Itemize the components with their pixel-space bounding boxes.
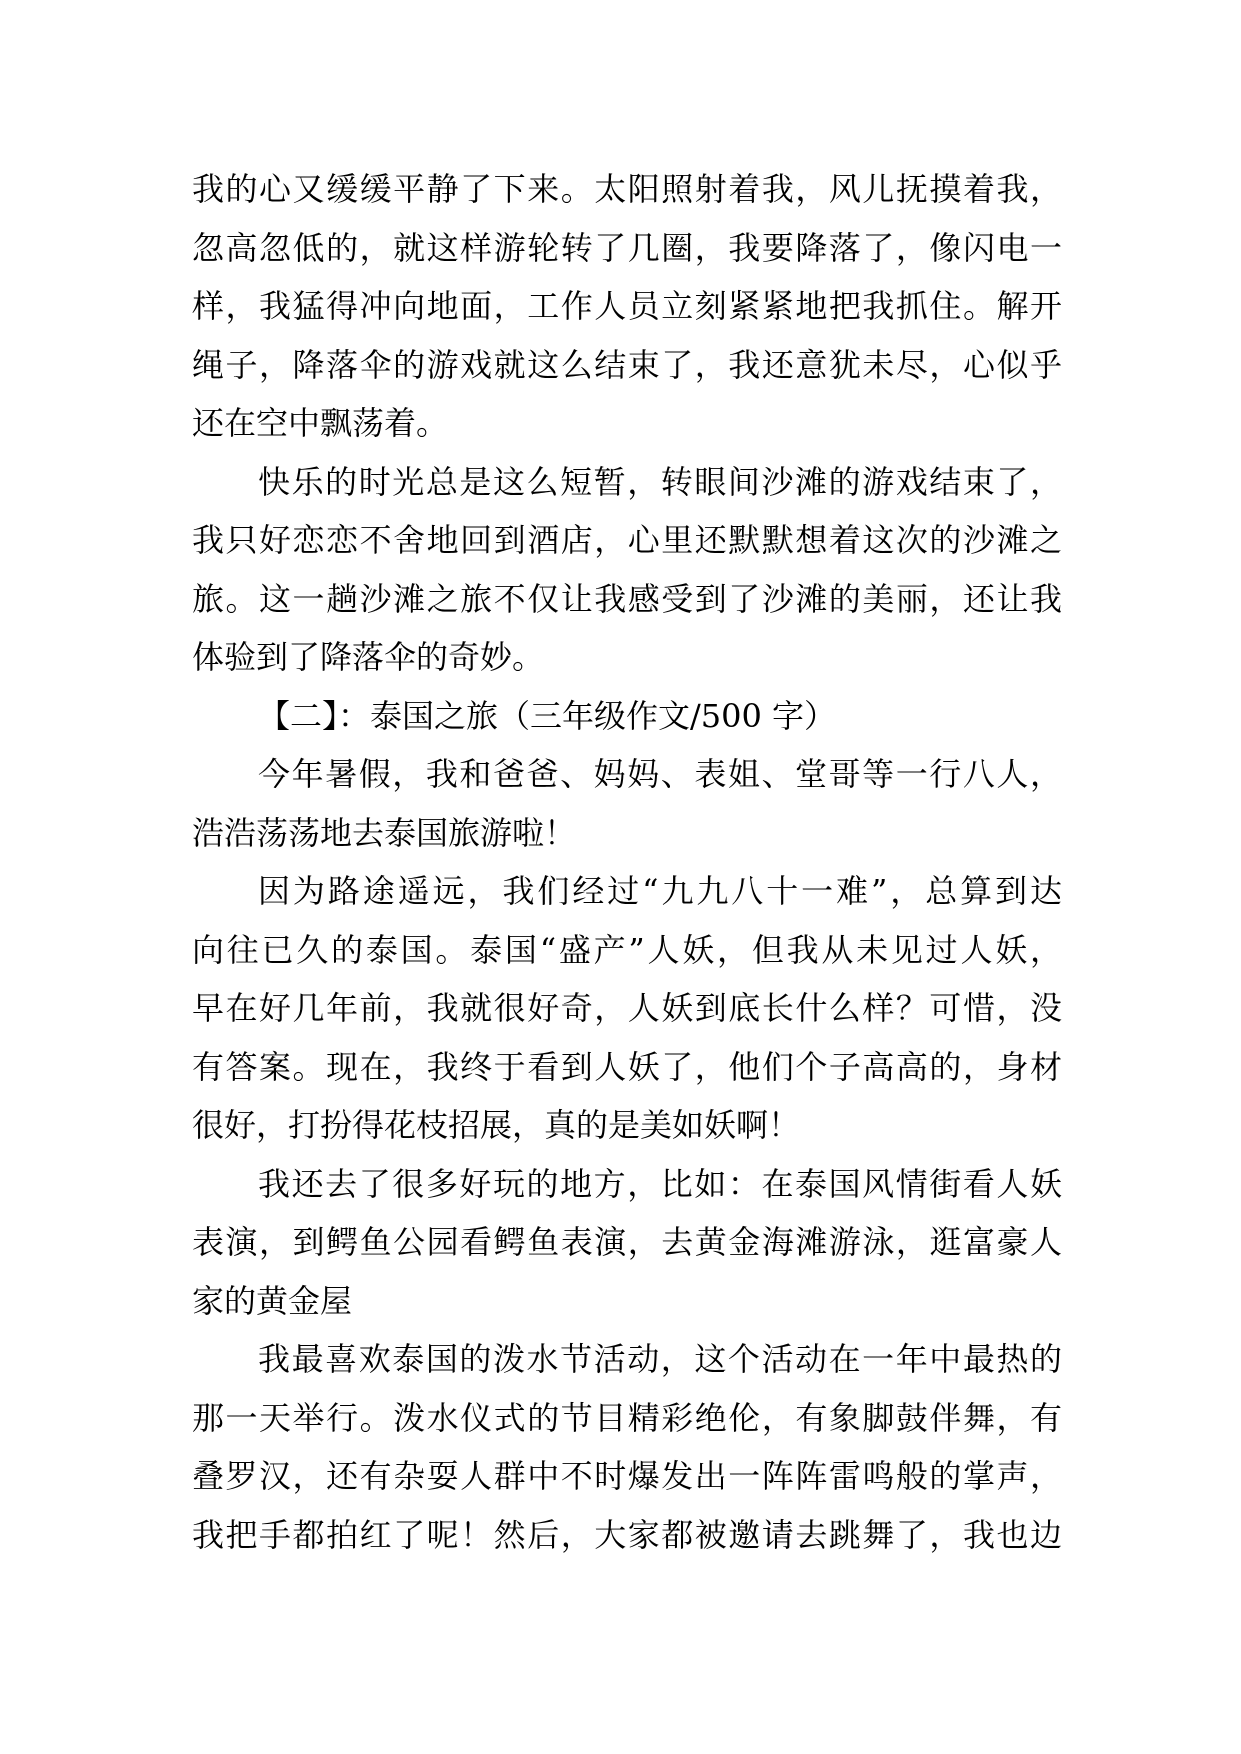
text-line: 绳子，降落伞的游戏就这么结束了，我还意犹未尽，心似乎 [192, 345, 1062, 384]
section-heading [192, 687, 1062, 746]
text-line: 忽高忽低的，就这样游轮转了几圈，我要降落了，像闪电一 [192, 228, 1062, 267]
text-line: 我最喜欢泰国的泼水节活动，这个活动在一年中最热的 [258, 1340, 1062, 1378]
paragraph-water-festival [192, 1330, 1062, 1564]
text-line: 样，我猛得冲向地面，工作人员立刻紧紧地把我抓住。解开 [192, 287, 1062, 325]
text-line: 很好，打扮得花枝招展，真的是美如妖啊！ [192, 1106, 801, 1144]
text-line: 那一天举行。泼水仪式的节目精彩绝伦，有象脚鼓伴舞，有 [192, 1398, 1062, 1437]
text-line: 旅。这一趟沙滩之旅不仅让我感受到了沙滩的美丽，还让我 [192, 579, 1062, 618]
text-line: 我只好恋恋不舍地回到酒店，心里还默默想着这次的沙滩之 [192, 521, 1062, 559]
text-line: 浩浩荡荡地去泰国旅游啦！ [192, 813, 577, 852]
paragraph-beach-conclusion [192, 453, 1062, 687]
text-line: 有答案。现在，我终于看到人妖了，他们个子高高的，身材 [192, 1047, 1062, 1086]
text-line: 还在空中飘荡着。 [192, 404, 449, 442]
paragraph-places [192, 1155, 1062, 1331]
heading-line: 【二】：泰国之旅（三年级作文/500 字） [258, 696, 837, 735]
text-line: 叠罗汉，还有杂耍人群中不时爆发出一阵阵雷鸣般的掌声， [192, 1457, 1062, 1495]
text-line: 家的黄金屋 [192, 1281, 353, 1320]
text-line: 快乐的时光总是这么短暂，转眼间沙滩的游戏结束了， [258, 462, 1062, 501]
document-page [192, 160, 1062, 1564]
paragraph-parachute-end [192, 160, 1062, 453]
text-line: 因为路途遥远，我们经过“九九八十一难”，总算到达 [258, 872, 1062, 910]
text-line: 早在好几年前，我就很好奇，人妖到底长什么样？可惜，没 [192, 989, 1062, 1027]
text-line: 我把手都拍红了呢！然后，大家都被邀请去跳舞了，我也边 [192, 1515, 1062, 1554]
paragraph-arrival [192, 862, 1062, 1155]
text-line: 今年暑假，我和爸爸、妈妈、表姐、堂哥等一行八人， [258, 755, 1062, 793]
text-line: 体验到了降落伞的奇妙。 [192, 638, 545, 676]
paragraph-thailand-intro [192, 745, 1062, 862]
text-line: 向往已久的泰国。泰国“盛产”人妖，但我从未见过人妖， [192, 930, 1062, 969]
text-line: 表演，到鳄鱼公园看鳄鱼表演，去黄金海滩游泳，逛富豪人 [192, 1223, 1062, 1261]
text-line: 我的心又缓缓平静了下来。太阳照射着我，风儿抚摸着我， [192, 170, 1062, 208]
text-line: 我还去了很多好玩的地方，比如：在泰国风情街看人妖 [258, 1164, 1062, 1203]
